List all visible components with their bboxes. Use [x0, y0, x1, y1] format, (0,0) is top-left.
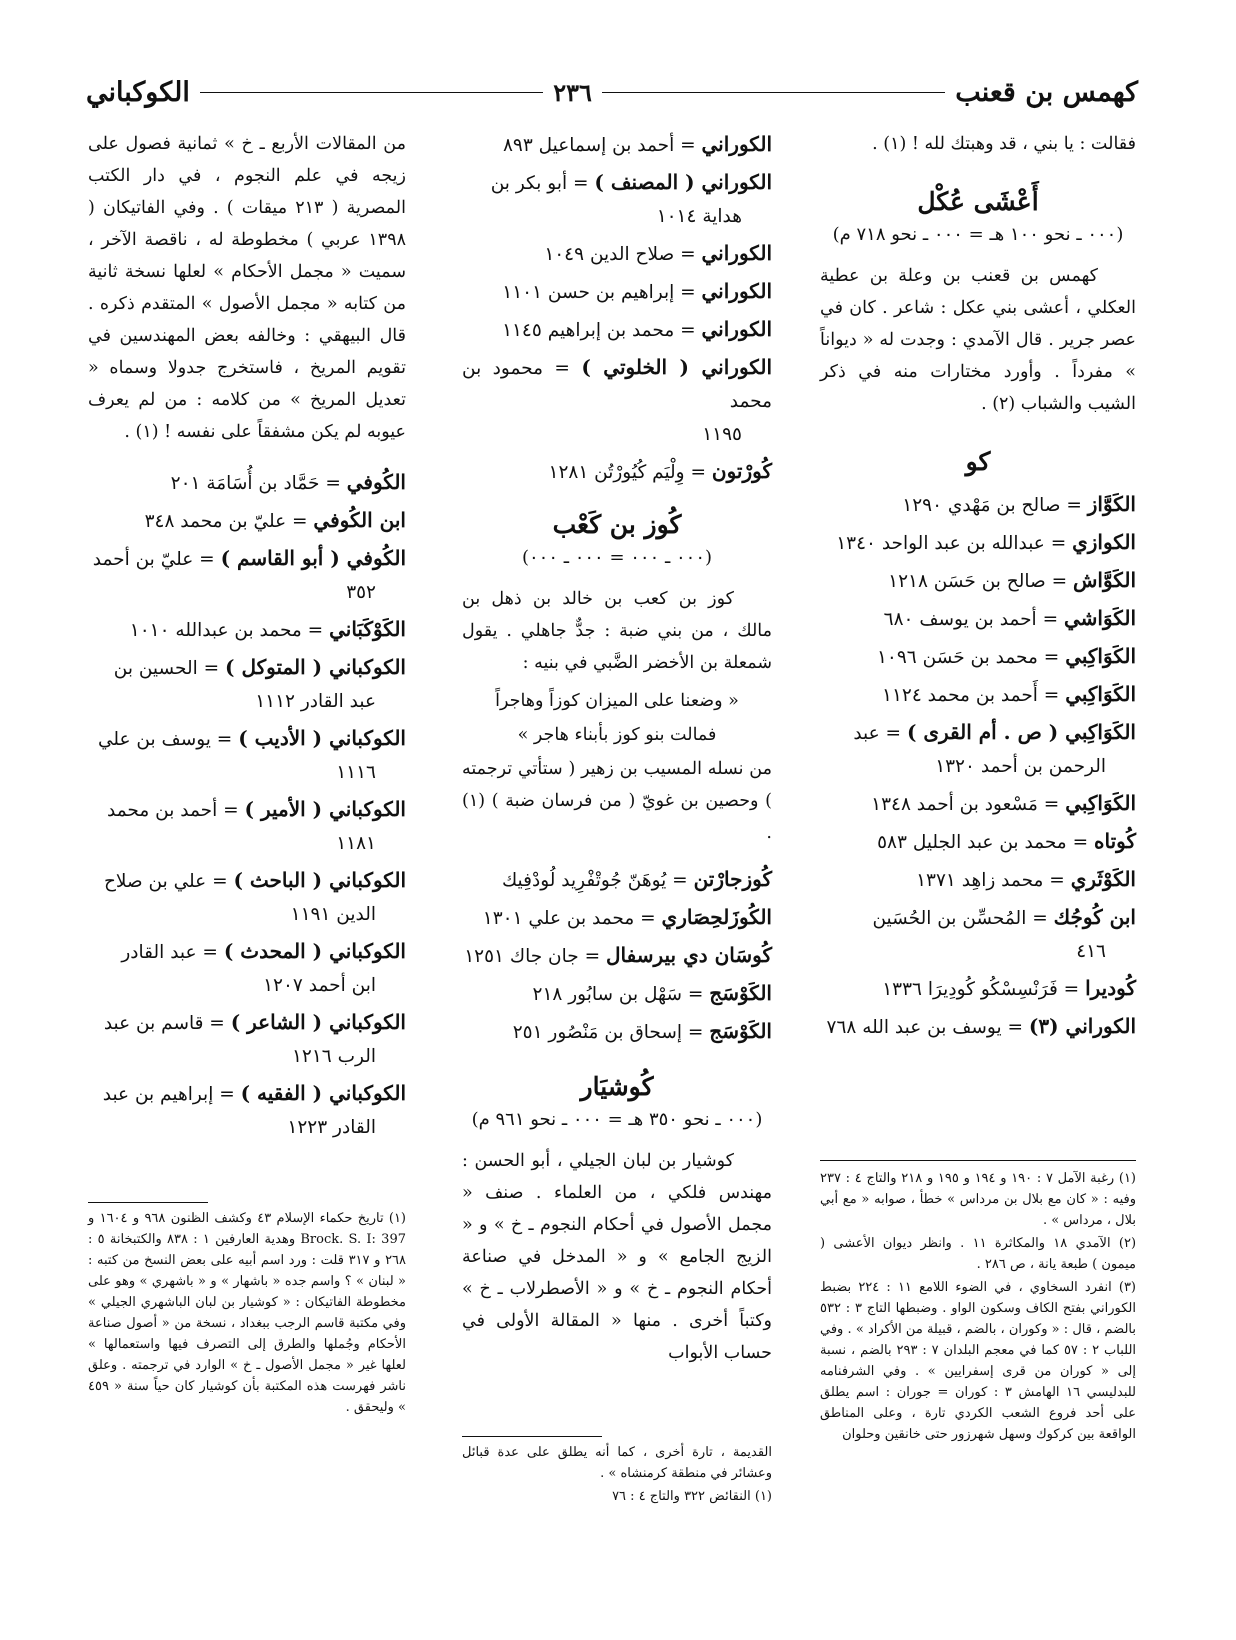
entry-text: = وِلْيَم كُيُورْتُن ١٢٨١	[548, 462, 706, 483]
article-dates: (٠٠٠ ـ ٠٠٠ = ٠٠٠ ـ ٠٠٠)	[521, 547, 713, 568]
article-dates: (٠٠٠ ـ نحو ١٠٠ هـ = ٠٠٠ ـ نحو ٧١٨ م)	[832, 224, 1124, 245]
entry-continuation: ١١١٦	[336, 762, 376, 783]
footnote: (١) تاريخ حكماء الإسلام ٤٣ وكشف الظنون ٩٦٨ و ١٦٠٤ و Brock. S. I: 397 وهدية العارفين ١ : ٨٣٨ والكتبخانة ٥ : ٢٦٨ و ٣١٧ قلت : ورد اسم أبيه على بعض النسخ من كتبه : « لبنان » ؟ واسم جده « باشهار » و « باشهري » وهو على مخطوطة الفاتيكان : « كوشيار بن لبان الباشهري الجيلي » وفي مكتبة قاسم الرجب ببغداد ، نسخة من « أصول صناعة الأحكام وجُملها والطرق إلى التصرف فيها واستعمالها » لعلها غير « مجمل الأصول ـ خ » الوارد في ترجمته . وعلق ناشر فهرست هذه المكتبة بأن كوشيار كان حياً سنة « ٤٥٩ » وليحقق .	[88, 1211, 407, 1415]
entry-text: = أحمد بن محمد	[107, 800, 239, 821]
entry-continuation: الرب ١٢١٦	[291, 1046, 376, 1067]
entry-text: = عبدالله بن عبد الواحد ١٣٤٠	[836, 533, 1067, 554]
entry-head: كُوتاه	[1094, 829, 1136, 853]
footnotes-middle	[462, 1442, 772, 1509]
entry-text: = عبد	[853, 723, 902, 744]
entry-head: الكوراني	[701, 279, 772, 303]
entry-text: = عليّ بن أحمد	[92, 549, 215, 570]
entry-text: = أحمد بن يوسف ٦٨٠	[883, 609, 1059, 630]
header-rule-left	[200, 92, 543, 93]
entry-head: الكَوَاكِبي	[1065, 791, 1136, 815]
entry-text: = يوسف بن علي	[97, 729, 233, 750]
entry-head: كُورْتون	[711, 459, 772, 483]
index-entry	[820, 488, 1136, 522]
index-entry	[462, 275, 772, 309]
entry-text: = أَحمد بن محمد ١١٢٤	[882, 685, 1060, 706]
index-entry	[88, 466, 406, 500]
index-entry	[820, 825, 1136, 859]
entry-head: ابن كُوجُك	[1053, 905, 1136, 929]
entry-head: الكوكباني ( الفقيه )	[240, 1081, 406, 1105]
entry-text: = محمد بن حَسَن ١٠٩٦	[877, 647, 1060, 668]
footnote: (١) رغبة الآمل ٧ : ١٩٠ و ١٩٤ و ١٩٥ و ٢١٨ والتاج ٤ : ٢٣٧ وفيه : « كان مع بلال بن مرداس » خطأ ، صوابه « مع أبي بلال ، مرداس » .	[820, 1171, 1136, 1228]
entry-head: الكَوَاكِبي	[1065, 682, 1136, 706]
entry-head: الكَوَاكِبي	[1065, 644, 1136, 668]
entry-text: = عليّ بن محمد ٣٤٨	[144, 511, 308, 532]
entry-text: = سَهْل بن سابُور ٢١٨	[532, 984, 704, 1005]
entry-text: = صالح بن مَهْدي ١٢٩٠	[902, 495, 1082, 516]
index-entry	[88, 651, 406, 718]
index-entry	[820, 678, 1136, 712]
entry-head: الكَوْسَج	[709, 1019, 772, 1043]
footnote-rule	[820, 1160, 1136, 1161]
entry-continuation: ٤١٦	[1076, 941, 1106, 962]
entry-continuation: ١١٩٥	[702, 424, 742, 445]
entry-continuation: القادر ١٢٢٣	[287, 1117, 376, 1138]
entry-continuation: ابن أحمد ١٢٠٧	[263, 975, 376, 996]
footnote: (٣) انفرد السخاوي ، في الضوء اللامع ١١ : ٢٢٤ بضبط الكوراني بفتح الكاف وسكون الواو . وضبطها التاج ٣ : ٥٣٢ بالضم ، قال : « وكوران ، بالضم ، قبيلة من الأكراد » . وفي اللباب ٢ : ٥٧ كما في معجم البلدان ٧ : ٢٩٣ بالضم ، نسبة إلى « كوران من قرى إسفرايين » . وفي الشرفنامه للبدليسي ١٦ الهامش ٣ : كوران = جوران : اسم يطلق على أحد فروع الشعب الكردي تارة ، وعلى المناطق الواقعة بين كركوك وسهل شهرزور حتى خانقين وحلوان	[820, 1280, 1137, 1442]
verse-line: فمالت بنو كوز بأبناء هاجر »	[517, 725, 717, 745]
entry-head: الكَوَاشي	[1063, 606, 1136, 630]
index-entry	[820, 863, 1136, 897]
index-entry	[462, 351, 772, 451]
article-title: كُوز بن كَعْب	[552, 510, 682, 539]
entry-continuation: عبد القادر ١١١٢	[255, 691, 376, 712]
index-entry	[88, 504, 406, 538]
entry-list	[462, 863, 772, 1049]
index-entry	[462, 863, 772, 897]
index-entry	[820, 901, 1136, 968]
entry-text: = محمد بن عبدالله ١٠١٠	[129, 620, 324, 641]
entry-text: = حَمَّاد بن أُسَامَة ٢٠١	[170, 473, 341, 494]
article-body: من نسله المسيب بن زهير ( ستأتي ترجمته ) وحصين بن غويّ ( من فرسان ضبة ) (١) .	[462, 759, 772, 843]
index-entry	[820, 787, 1136, 821]
index-entry	[88, 542, 406, 609]
entry-head: الكَوْثَري	[1070, 867, 1136, 891]
index-entry	[462, 166, 772, 233]
article-body: كهمس بن قعنب بن وعلة بن عطية العكلي ، أعشى بني عكل : شاعر . كان في عصر جرير . قال الآمدي : وجدت له « ديواناً » مفرداً . وأورد مختارات منه في ذكر الشيب والشباب (٢) .	[820, 266, 1136, 414]
entry-text: = يُوهَنّ جُوتْفْرِيد لُودْفِيك	[501, 870, 688, 891]
header-left-title: الكوكباني	[86, 76, 190, 108]
entry-continuation: ١١٨١	[336, 833, 376, 854]
column-left	[88, 128, 406, 1148]
column-right	[820, 128, 1136, 1048]
entry-head: الكوكباني ( الشاعر )	[230, 1010, 406, 1034]
entry-text: = جان جاك ١٢٥١	[464, 946, 601, 967]
entry-text: = محمد بن عبد الجليل ٥٨٣	[877, 832, 1089, 853]
entry-head: الكُوفي ( أبو القاسم )	[220, 546, 406, 570]
index-entry	[462, 901, 772, 935]
entry-head: الكُوفي	[346, 470, 406, 494]
entry-head: الكوكباني ( الباحث )	[233, 868, 406, 892]
index-entry	[462, 313, 772, 347]
entry-head: الكوكباني ( الأديب )	[238, 726, 406, 750]
entry-text: = محمد بن علي ١٣٠١	[482, 908, 656, 929]
page-number: ٢٣٦	[553, 77, 592, 107]
entry-list	[88, 466, 406, 1144]
entry-head: الكوراني	[701, 241, 772, 265]
entry-text: = المُحسِّن بن الحُسَين	[872, 908, 1048, 929]
entry-head: كُوزجارْتن	[693, 867, 772, 891]
entry-head: الكَوَّاش	[1073, 568, 1136, 592]
index-entry	[462, 128, 772, 162]
entry-text: = أحمد بن إسماعيل ٨٩٣	[502, 135, 696, 156]
article-body: كوشيار بن لبان الجيلي ، أبو الحسن : مهندس فلكي ، من العلماء . صنف « مجمل الأصول في أحكام النجوم ـ خ » و « الزيج الجامع » و « المدخل في صناعة أحكام النجوم ـ خ » و « الأصطرلاب ـ خ » وكتباً أخرى . منها « المقالة الأولى في حساب الأبواب	[462, 1151, 772, 1363]
entry-text: = إبراهيم بن حسن ١١٠١	[502, 282, 696, 303]
entry-continuation: ٣٥٢	[346, 582, 376, 603]
index-entry	[820, 716, 1136, 783]
entry-text: = مَسْعود بن أحمد ١٣٤٨	[871, 794, 1060, 815]
entry-head: الكَوْكَبَاني	[329, 617, 406, 641]
entry-text: = قاسم بن عبد	[103, 1013, 225, 1034]
entry-head: الكوكباني ( الأمير )	[244, 797, 406, 821]
index-entry	[462, 1015, 772, 1049]
entry-head: الكوراني	[701, 317, 772, 341]
entry-head: الكوراني (٣)	[1028, 1014, 1136, 1038]
entry-head: الكوكباني ( المتوكل )	[225, 655, 406, 679]
entry-text: = محمود بن محمد	[462, 358, 772, 412]
entry-head: كُوديرا	[1085, 976, 1136, 1000]
entry-continuation: الرحمن بن أحمد ١٣٢٠	[935, 756, 1106, 777]
index-entry	[88, 864, 406, 931]
index-entry	[88, 1006, 406, 1073]
entry-continuation: هداية ١٠١٤	[656, 206, 742, 227]
footnote: (٢) الآمدي ١٨ والمكاثرة ١١ . وانظر ديوان الأعشى ( ميمون ) طبعة يانة ، ص ٢٨٦ .	[820, 1236, 1137, 1272]
verse-line: « وضعنا على الميزان كوزاً وهاجراً	[495, 691, 739, 711]
page-header	[86, 72, 1138, 112]
entry-head: الكَوَاكِبي ( ص . أم القرى )	[906, 720, 1136, 744]
index-entry	[462, 939, 772, 973]
index-entry	[820, 564, 1136, 598]
article-body: كوز بن كعب بن خالد بن ذهل بن مالك ، من بني ضبة : جدٌّ جاهلي . يقول شمعلة بن الأخضر الضَّبي في بنيه :	[462, 589, 772, 673]
entry-text: = الحسين بن	[113, 658, 220, 679]
entry-text: = أبو بكر بن	[490, 173, 589, 194]
article-dates: (٠٠٠ ـ نحو ٣٥٠ هـ = ٠٠٠ ـ نحو ٩٦١ م)	[471, 1109, 763, 1130]
entry-text: = عبد القادر	[121, 942, 218, 963]
index-entry	[88, 722, 406, 789]
footnote-rule	[462, 1436, 602, 1437]
entry-head: كُوسَان دي بيرسفال	[605, 943, 772, 967]
section-title: كو	[965, 447, 991, 476]
index-entry	[88, 613, 406, 647]
article-body: من المقالات الأربع ـ خ » ثمانية فصول على زيجه في علم النجوم ، في دار الكتب المصرية ( ٢١٣ ميقات ) . وفي الفاتيكان ( ١٣٩٨ عربي ) مخطوطة له ، ناقصة الآخر ، سميت « مجمل الأحكام » لعلها نسخة ثانية من كتابه « مجمل الأصول » المتقدم ذكره . قال البيهقي : وخالفه بعض المهندسين في تقويم المريخ ، فاستخرج جدولا وسماه « تعديل المريخ » من كلامه : من لم يعرف عيوبه لم يكن مشفقاً على نفسه ! (١) .	[88, 134, 406, 442]
index-entry	[462, 977, 772, 1011]
entry-text: = إسحاق بن مَنْصُور ٢٥١	[512, 1022, 704, 1043]
article-title: كُوشيَار	[580, 1072, 654, 1101]
index-entry	[88, 1077, 406, 1144]
entry-list	[462, 128, 772, 489]
index-entry	[820, 1010, 1136, 1044]
footnotes-left	[88, 1208, 406, 1420]
header-right-title: كهمس بن قعنب	[955, 76, 1138, 108]
entry-text: = محمد بن إبراهيم ١١٤٥	[502, 320, 696, 341]
entry-text: = محمد زاهِد ١٣٧١	[916, 870, 1065, 891]
entry-head: الكَوْسَج	[709, 981, 772, 1005]
header-rule-right	[602, 92, 945, 93]
entry-continuation: الدين ١١٩١	[290, 904, 376, 925]
entry-head: الكوكباني ( المحدث )	[223, 939, 406, 963]
index-entry	[820, 602, 1136, 636]
column-middle	[462, 128, 772, 1375]
entry-head: الكوراني ( المصنف )	[594, 170, 772, 194]
entry-text: = فَرَنْسِسْكُو كُودِيرَا ١٣٣٦	[882, 979, 1080, 1000]
index-entry	[462, 455, 772, 489]
footnote-rule	[88, 1202, 208, 1203]
index-entry	[820, 972, 1136, 1006]
entry-text: = صلاح الدين ١٠٤٩	[544, 244, 696, 265]
entry-head: الكوازي	[1072, 530, 1136, 554]
index-entry	[88, 935, 406, 1002]
entry-text: = صالح بن حَسَن ١٢١٨	[888, 571, 1068, 592]
article-title: أَعْشَى عُكْل	[917, 187, 1039, 216]
entry-head: الكَوَّاز	[1087, 492, 1136, 516]
entry-head: الكوراني	[701, 132, 772, 156]
footnote: القديمة ، تارة أخرى ، كما أنه يطلق على عدة قبائل وعشائر في منطقة كرمنشاه » .	[462, 1445, 772, 1481]
entry-text: = إبراهيم بن عبد	[102, 1084, 235, 1105]
entry-text: = يوسف بن عبد الله ٧٦٨	[826, 1017, 1023, 1038]
index-entry	[820, 526, 1136, 560]
footnote: (١) النقائض ٣٢٢ والتاج ٤ : ٧٦	[612, 1489, 772, 1504]
index-entry	[462, 237, 772, 271]
entry-head: ابن الكُوفي	[313, 508, 406, 532]
index-entry	[820, 640, 1136, 674]
index-entry	[88, 793, 406, 860]
entry-head: الكوراني ( الخلوتي )	[581, 355, 772, 379]
intro-text: فقالت : يا بني ، قد وهبتك لله ! (١) .	[872, 134, 1136, 154]
entry-text: = علي بن صلاح	[103, 871, 228, 892]
footnotes-right	[820, 1168, 1136, 1447]
entry-list	[820, 488, 1136, 1044]
entry-head: الكُوزَلحِصَاري	[661, 905, 772, 929]
